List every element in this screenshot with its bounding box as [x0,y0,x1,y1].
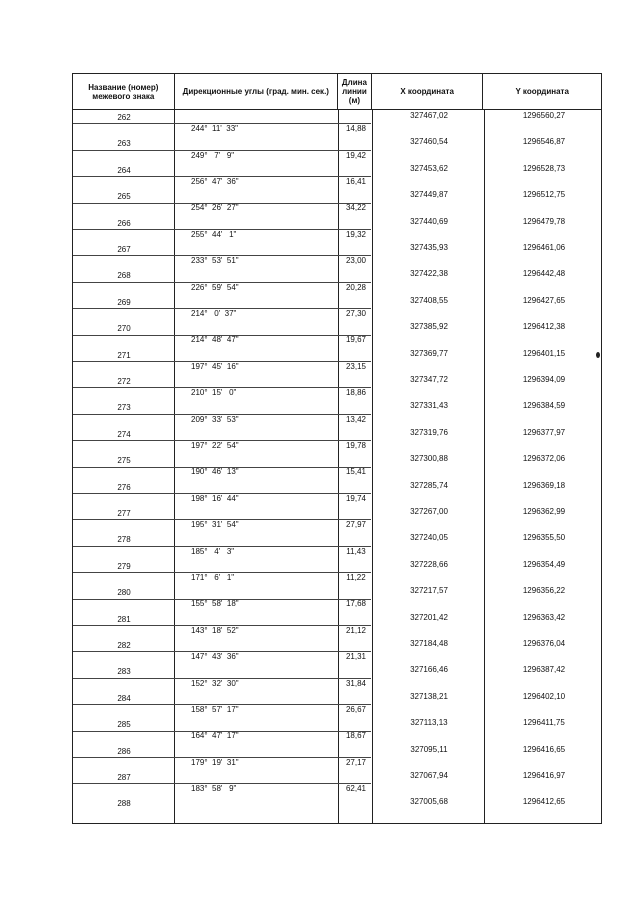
x-coordinate: 327201,42 [410,613,448,622]
line-length: 16,41 [345,177,367,186]
direction-angle: 164° 47' 17" [191,731,239,740]
x-coordinate: 327453,62 [410,164,448,173]
x-coordinate: 327319,76 [410,428,448,437]
direction-angle: 155° 58' 18" [191,599,239,608]
line-length: 17,68 [345,599,367,608]
x-coordinate: 327228,66 [410,560,448,569]
line-length: 21,12 [345,626,367,635]
direction-angle: 210° 15' 0" [191,388,237,397]
y-coordinate: 1296402,10 [522,692,566,701]
point-name: 262 [117,113,131,122]
direction-angle: 152° 32' 30" [191,679,239,688]
direction-angle: 158° 57' 17" [191,705,239,714]
line-length: 27,17 [345,758,367,767]
direction-angle: 143° 18' 52" [191,626,239,635]
x-coordinate: 327138,21 [410,692,448,701]
point-name: 267 [117,245,131,254]
direction-angle: 214° 0' 37" [191,309,237,318]
direction-angle: 233° 53' 51" [191,256,239,265]
point-name: 287 [117,773,131,782]
x-coordinate: 327449,87 [410,190,448,199]
y-coordinate: 1296354,49 [522,560,566,569]
x-coordinate: 327300,88 [410,454,448,463]
line-length: 34,22 [345,203,367,212]
line-length: 11,22 [346,573,366,582]
direction-angle: 185° 4' 3" [191,547,235,556]
line-length: 11,43 [346,547,366,556]
line-length: 19,74 [345,494,367,503]
y-coordinate: 1296384,59 [522,401,566,410]
line-length: 18,67 [345,731,367,740]
line-length: 21,31 [345,652,367,661]
y-coordinate: 1296416,97 [522,771,566,780]
y-coordinate: 1296416,65 [522,745,566,754]
x-coordinate: 327067,94 [410,771,448,780]
y-coordinate: 1296372,06 [522,454,566,463]
x-coordinate: 327422,38 [410,269,448,278]
direction-angle: 190° 46' 13" [191,467,239,476]
x-coordinate: 327467,02 [410,111,448,120]
header-name: Название (номер) межевого знака [73,74,175,109]
point-name: 285 [117,720,131,729]
point-name: 281 [117,615,131,624]
point-name: 270 [117,324,131,333]
x-coordinate: 327408,55 [410,296,448,305]
x-coordinate: 327440,69 [410,217,448,226]
y-coordinate: 1296412,65 [522,797,566,806]
point-name: 280 [117,588,131,597]
y-coordinate: 1296387,42 [522,665,566,674]
y-coordinate: 1296512,75 [522,190,566,199]
direction-angle: 197° 45' 16" [191,362,239,371]
point-name: 271 [117,351,131,360]
direction-angle: 244° 11' 33" [191,124,239,133]
point-name: 275 [117,456,131,465]
line-length: 20,28 [345,283,367,292]
y-coordinate: 1296528,73 [522,164,566,173]
point-name: 274 [117,430,131,439]
direction-angle: 214° 48' 47" [191,335,239,344]
point-name: 263 [117,139,131,148]
y-coordinate: 1296479,78 [522,217,566,226]
line-length: 19,78 [345,441,367,450]
y-coordinate: 1296560,27 [522,111,566,120]
y-coordinate: 1296461,06 [522,243,566,252]
line-length: 18,86 [345,388,367,397]
y-coordinate: 1296355,50 [522,533,566,542]
line-length: 26,67 [345,705,367,714]
x-coordinate: 327005,68 [410,797,448,806]
point-name: 283 [117,667,131,676]
x-coordinate: 327095,11 [410,745,448,754]
table-header [73,74,601,110]
x-coordinate: 327285,74 [410,481,448,490]
x-coordinate: 327267,00 [410,507,448,516]
y-coordinate: 1296376,04 [522,639,566,648]
direction-angle: 256° 47' 36" [191,177,239,186]
line-length: 23,00 [345,256,367,265]
scan-mark [596,352,600,358]
line-length: 15,41 [345,467,367,476]
x-coordinate: 327113,13 [410,718,448,727]
y-coordinate: 1296363,42 [522,613,566,622]
direction-angle: 179° 19' 31" [191,758,239,767]
direction-angle: 226° 59' 54" [191,283,239,292]
direction-angle: 147° 43' 36" [191,652,239,661]
x-coordinate: 327435,93 [410,243,448,252]
line-length: 23,15 [345,362,367,371]
y-coordinate: 1296546,87 [522,137,566,146]
x-coordinate: 327217,57 [410,586,448,595]
point-name: 277 [117,509,131,518]
y-coordinate: 1296427,65 [522,296,566,305]
point-name: 286 [117,747,131,756]
direction-angle: 249° 7' 9" [191,151,235,160]
line-length: 14,88 [345,124,367,133]
point-name: 264 [117,166,131,175]
y-coordinate: 1296362,99 [522,507,566,516]
point-name: 269 [117,298,131,307]
point-name: 278 [117,535,131,544]
direction-angle: 171° 6' 1" [191,573,235,582]
y-coordinate: 1296377,97 [522,428,566,437]
point-name: 265 [117,192,131,201]
point-name: 284 [117,694,131,703]
x-coordinate: 327385,92 [410,322,448,331]
direction-angle: 197° 22' 54" [191,441,239,450]
point-name: 279 [117,562,131,571]
y-coordinate: 1296356,22 [522,586,566,595]
direction-angle: 209° 33' 53" [191,415,239,424]
y-coordinate: 1296401,15 [522,349,566,358]
header-length: Длина линии (м) [338,74,372,109]
line-length: 27,97 [345,520,367,529]
direction-angle: 198° 16' 44" [191,494,239,503]
y-coordinate: 1296369,18 [522,481,566,490]
direction-angle: 254° 26' 27" [191,203,239,212]
line-length: 27,30 [345,309,367,318]
line-length: 19,67 [345,335,367,344]
y-coordinate: 1296394,09 [522,375,566,384]
point-name: 266 [117,219,131,228]
point-name: 288 [117,799,131,808]
point-name: 268 [117,271,131,280]
x-coordinate: 327184,48 [410,639,448,648]
direction-angle: 255° 44' 1" [191,230,237,239]
x-coordinate: 327166,46 [410,665,448,674]
point-name: 276 [117,483,131,492]
line-length: 31,84 [345,679,367,688]
coordinates-table [72,73,602,824]
direction-angle: 195° 31' 54" [191,520,239,529]
line-length: 19,32 [345,230,367,239]
line-length: 62,41 [345,784,367,793]
header-angles: Дирекционные углы (град. мин. сек.) [175,74,338,109]
x-coordinate: 327240,05 [410,533,448,542]
x-coordinate: 327347,72 [410,375,448,384]
direction-angle: 183° 58' 9" [191,784,237,793]
point-name: 272 [117,377,131,386]
x-coordinate: 327369,77 [410,349,448,358]
point-name: 282 [117,641,131,650]
y-coordinate: 1296412,38 [522,322,566,331]
x-coordinate: 327331,43 [410,401,448,410]
point-name: 273 [117,403,131,412]
header-x: X координата [372,74,484,109]
y-coordinate: 1296442,48 [522,269,566,278]
table-body [73,110,601,823]
line-length: 13,42 [345,415,367,424]
header-y: Y координата [515,87,569,96]
x-coordinate: 327460,54 [410,137,448,146]
line-length: 19,42 [345,151,367,160]
y-coordinate: 1296411,75 [523,718,565,727]
